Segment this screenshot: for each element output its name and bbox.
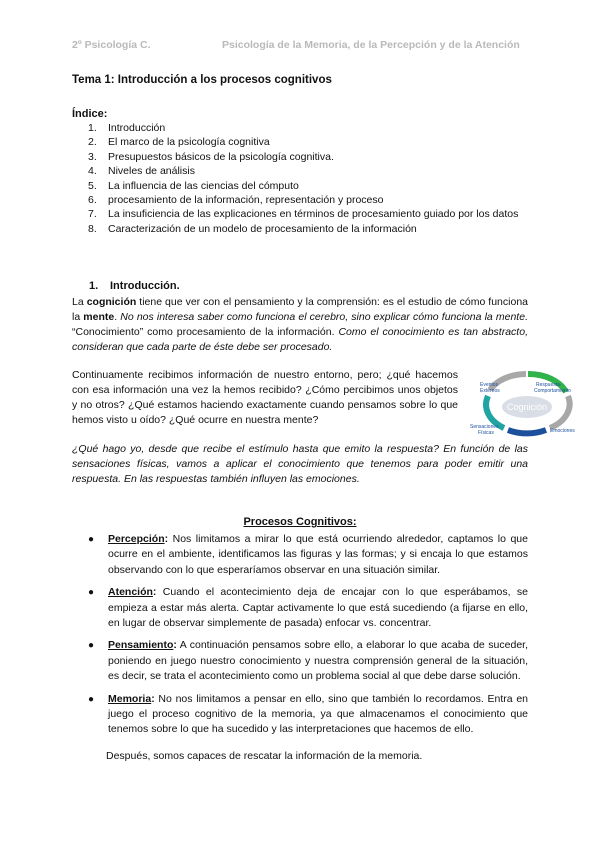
process-item-pensamiento <box>88 638 528 684</box>
process-item-atencion <box>88 585 528 631</box>
processes-heading: Procesos Cognitivos: <box>243 516 357 528</box>
process-term: Memoria <box>108 692 152 705</box>
index-item-number: 3. <box>88 150 97 163</box>
process-item-memoria <box>88 692 528 738</box>
process-text: Cuando el acontecimiento deja de encajar con lo que esperábamos, se empieza a estar más alerta. Captar activamente lo que está sucediendo (a fijarse en ello, en lugar de observar simplemente de pasada) enfocar vs. concentrar. <box>108 586 528 630</box>
index-item-number: 8. <box>88 222 97 235</box>
index-item-text: Caracterización de un modelo de procesamiento de la información <box>108 222 417 235</box>
section-title: Introducción. <box>110 280 180 292</box>
label-emociones: Emociones <box>550 428 575 434</box>
header-subject: Psicología de la Memoria, de la Percepción y de la Atención <box>222 39 520 51</box>
page-title: Tema 1: Introducción a los procesos cognitivos <box>72 74 332 86</box>
process-item-percepcion <box>88 532 528 578</box>
index-item <box>88 164 528 178</box>
label-externos: Externos <box>480 388 500 394</box>
index-item-text: Niveles de análisis <box>108 165 195 178</box>
bullet-icon: ● <box>88 587 95 599</box>
index-item <box>88 150 528 164</box>
questions-paragraph: Continuamente recibimos información de nuestro entorno, pero; ¿qué hacemos con esa información una vez la hemos recibido? ¿Cómo percibimos unos objetos y no otros? ¿Qué estamos haciendo exactamente cuando pensamos sobre lo que hemos visto u oído? ¿Qué ocurre en nuestra mente? <box>72 369 458 426</box>
arc-blue <box>508 430 546 433</box>
index-item <box>88 179 528 193</box>
text-run: “Conocimiento” como procesamiento de la información. <box>72 326 339 338</box>
index-item-text: Presupuestos básicos de la psicología cognitiva. <box>108 150 334 163</box>
index-heading: Índice: <box>72 108 108 120</box>
index-item-number: 1. <box>88 122 97 134</box>
index-item-text: Introducción <box>108 122 166 134</box>
term-cognicion: cognición <box>86 296 137 308</box>
index-item <box>88 222 528 236</box>
index-item-number: 7. <box>88 208 97 221</box>
text-run: tiene que ver con el pensamiento y la comprensión: es el estudio de cómo funciona la <box>72 296 528 323</box>
center-label: Cognición <box>506 402 548 412</box>
process-text: Nos limitamos a mirar lo que está ocurriendo alrededor, captamos lo que ocurre en el ambiente, identificamos las figuras y las formas; y si encaja lo que estamos observando con lo que esperaríamos observar en una situación similar. <box>108 533 528 576</box>
label-fisicas: Físicas <box>478 430 494 436</box>
index-item-text: El marco de la psicología cognitiva <box>108 136 270 149</box>
cognition-cycle-diagram <box>468 366 586 444</box>
italic-run: Como el conocimiento es tan abstracto, consideran que cada parte de éste debe ser procesado. <box>72 326 528 353</box>
process-sep: : <box>164 533 169 545</box>
process-term: Pensamiento <box>108 639 174 652</box>
process-term: Atención <box>108 586 153 599</box>
index-item-text: La insuficiencia de las explicaciones en términos de procesamiento guiado por los datos <box>108 208 519 221</box>
index-list <box>88 121 528 236</box>
arc-gray-right <box>550 396 570 428</box>
index-item-number: 6. <box>88 194 97 207</box>
label-sensaciones: Sensaciones <box>470 424 499 430</box>
process-text: A continuación pensamos sobre ello, a elaborar lo que acaba de suceder, poniendo en juego nuestro conocimiento y nuestra comprensión general de la situación, es decir, se trata el acontecimiento como un problema social al que debe darse solución. <box>108 639 528 683</box>
index-item-text: procesamiento de la información, representación y proceso <box>108 194 384 207</box>
index-item <box>88 193 528 207</box>
term-mente: mente <box>83 311 115 323</box>
process-text: No nos limitamos a pensar en ello, sino que también lo recordamos. Entra en juego el proceso cognitivo de la memoria, ya que almacenamos el conocimiento que tenemos sobre lo que ha sucedido y las interpretaciones que hacemos de ello. <box>108 692 528 736</box>
stimulus-paragraph: ¿Qué hago yo, desde que recibe el estímulo hasta que emito la respuesta? En función de las sensaciones físicas, vamos a aplicar el conocimiento que tenemos para poder emitir una respuesta. En las respuestas también influyen las emociones. <box>72 443 528 485</box>
index-item <box>88 207 528 221</box>
process-sep: : <box>152 586 157 599</box>
index-item-text: La influencia de las ciencias del cómputo <box>108 179 299 192</box>
text-run: La <box>72 296 87 308</box>
section-number: 1. <box>89 280 99 292</box>
closing-line: Después, somos capaces de rescatar la información de la memoria. <box>106 750 423 762</box>
process-sep: : <box>151 692 155 705</box>
italic-run: No nos interesa saber como funciona el cerebro, sino explicar cómo funciona la mente. <box>120 311 528 323</box>
label-comportamiento: Comportamiento <box>534 388 571 394</box>
index-item-number: 2. <box>88 136 97 149</box>
header-course: 2º Psicología C. <box>72 39 151 51</box>
text-run: . <box>114 311 121 323</box>
cognition-paragraph <box>72 295 528 355</box>
processes-list <box>88 532 528 745</box>
index-item-number: 5. <box>88 179 97 192</box>
index-item <box>88 135 528 149</box>
index-item-number: 4. <box>88 165 97 178</box>
label-respuesta: Respuesta- <box>536 382 562 388</box>
bullet-icon: ● <box>88 693 95 705</box>
index-item <box>88 121 528 135</box>
bullet-icon: ● <box>88 534 95 545</box>
label-eventos: Eventos <box>480 382 499 388</box>
process-sep: : <box>173 639 177 652</box>
process-term: Percepción <box>108 533 165 545</box>
section-heading <box>89 280 180 292</box>
bullet-icon: ● <box>88 640 95 652</box>
